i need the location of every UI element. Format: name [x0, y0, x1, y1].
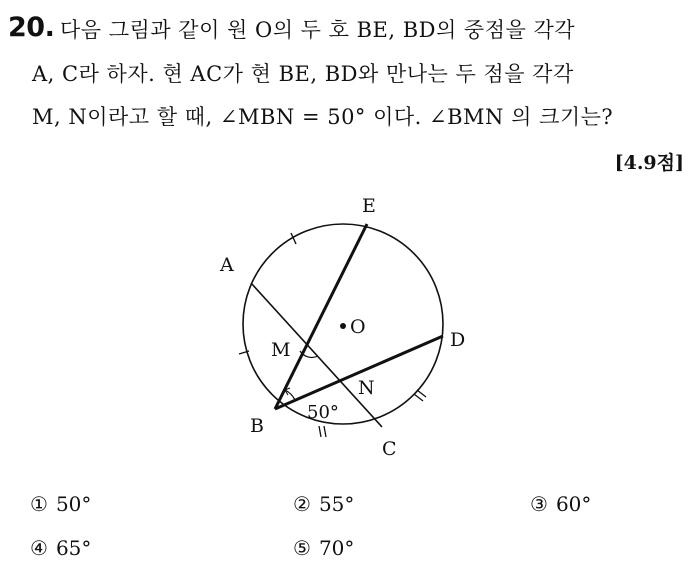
question-text-line-2: A, C라 하자. 현 AC가 현 BE, BD와 만나는 두 점을 각각	[32, 62, 574, 86]
question-text-line-1: 다음 그림과 같이 원 O의 두 호 BE, BD의 중점을 각각	[60, 18, 576, 42]
label-n: N	[358, 377, 375, 399]
label-a: A	[220, 254, 234, 276]
choice-1[interactable]	[30, 492, 91, 516]
label-e: E	[362, 195, 376, 217]
choice-3-text: 60°	[555, 492, 592, 516]
label-m: M	[271, 339, 291, 361]
question-number: 20.	[8, 12, 55, 43]
points-label: [4.9점]	[614, 152, 684, 174]
label-o: O	[350, 316, 366, 338]
label-c: C	[382, 438, 397, 460]
label-d: D	[450, 329, 466, 351]
label-angle-50: 50°	[307, 402, 339, 423]
question-text-line-3: M, N이라고 할 때, ∠MBN = 50° 이다. ∠BMN 의 크기는?	[32, 105, 614, 129]
center-dot	[340, 323, 346, 329]
choice-4-text: 65°	[55, 536, 92, 560]
choice-2-text: 55°	[318, 492, 355, 516]
tick-arc-bc-2	[324, 426, 326, 437]
tick-arc-cd-1	[414, 394, 423, 401]
choice-2[interactable]	[293, 492, 354, 516]
choice-4-mark: ④	[30, 536, 48, 560]
choice-5-text: 70°	[318, 536, 355, 560]
choice-1-mark: ①	[30, 492, 48, 516]
tick-arc-bc-1	[319, 426, 321, 437]
choice-5[interactable]	[293, 536, 354, 560]
choice-2-mark: ②	[293, 492, 311, 516]
choice-4[interactable]	[30, 536, 91, 560]
choice-5-mark: ⑤	[293, 536, 311, 560]
label-b: B	[250, 415, 264, 437]
tick-arc-cd-2	[417, 390, 426, 397]
choice-3[interactable]	[530, 492, 591, 516]
choice-3-mark: ③	[530, 492, 548, 516]
choice-1-text: 50°	[55, 492, 92, 516]
